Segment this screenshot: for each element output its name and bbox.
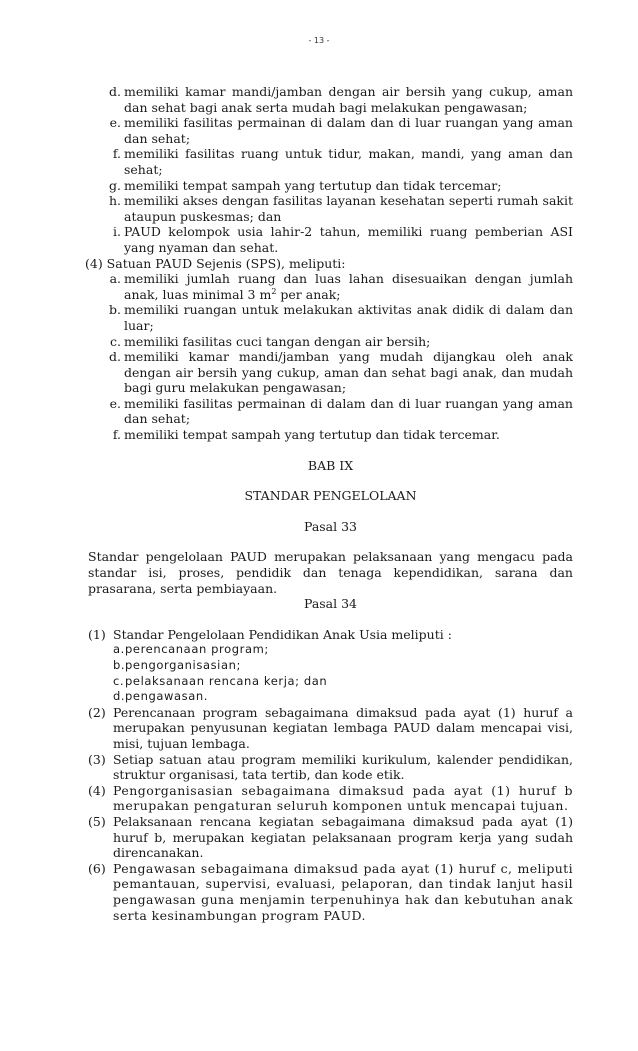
list-item: i. PAUD kelompok usia lahir-2 tahun, memiliki ruang pemberian ASI yang nyaman dan sehat. (113, 224, 573, 255)
article-34-list (88, 627, 573, 923)
article-34-heading: Pasal 34 (303, 596, 358, 612)
list-item: d. pengawasan. (113, 689, 209, 704)
sps-heading: (4) Satuan PAUD Sejenis (SPS), meliputi: (85, 255, 346, 271)
list-item: a. memiliki jumlah ruang dan luas lahan disesuaikan dengan jumlah anak, luas minimal 3 $m^2$ per anak; (109, 271, 573, 302)
list-item: (5) Pelaksanaan rencana kegiatan sebagaimana dimaksud pada ayat (1) huruf b, merupakan kegiatan pelaksanaan program kerja yang sudah direncanakan. (88, 813, 573, 861)
document-body (85, 84, 573, 923)
list-item: c. memiliki fasilitas cuci tangan dengan air bersih; (110, 333, 431, 349)
list-item: d. memiliki kamar mandi/jamban yang mudah dijangkau oleh anak dengan air bersih yang cukup, aman dan sehat bagi anak, dan mudah bagi guru melakukan pengawasan; (109, 349, 573, 396)
facility-list-continued (88, 84, 573, 256)
list-item: (2) Perencanaan program sebagaimana dimaksud pada ayat (1) huruf a merupakan penyusunan kegiatan lembaga PAUD dalam mencapai visi, misi, tujuan lembaga. (88, 704, 573, 751)
article-33-heading: Pasal 33 (303, 518, 358, 534)
list-item: (6) Pengawasan sebagaimana dimaksud pada ayat (1) huruf c, meliputi pemantauan, supervisi, evaluasi, pelaporan, dan tindak lanjut hasil pengawasan guna menjamin terpenuhinya hak dan kebutuhan anak serta kesinambungan program PAUD. (88, 860, 573, 923)
page-number: - 13 - (308, 36, 330, 45)
list-item: (3) Setiap satuan atau program memiliki kurikulum, kalender pendidikan, struktur organisasi, tata tertib, dan kode etik. (88, 751, 573, 783)
list-item: (4) Pengorganisasian sebagaimana dimaksud pada ayat (1) huruf b merupakan pengaturan seluruh komponen untuk mencapai tujuan. (88, 782, 573, 814)
list-item: c. pelaksanaan rencana kerja; dan (113, 673, 328, 688)
list-item: b. pengorganisasian; (113, 658, 241, 672)
list-item: f. memiliki tempat sampah yang tertutup dan tidak tercemar. (112, 427, 500, 443)
list-item: b. memiliki ruangan untuk melakukan aktivitas anak didik di dalam dan luar; (109, 302, 573, 333)
list-item: f. memiliki fasilitas ruang untuk tidur, makan, mandi, yang aman dan sehat; (112, 146, 573, 177)
list-item: d. memiliki kamar mandi/jamban dengan air bersih yang cukup, aman dan sehat bagi anak serta mudah bagi melakukan pengawasan; (109, 84, 573, 115)
article-33-text: Standar pengelolaan PAUD merupakan pelaksanaan yang mengacu pada standar isi, proses, pendidik dan tenaga kependidikan, sarana dan prasarana, serta pembiayaan. (88, 549, 573, 596)
list-item: h. memiliki akses dengan fasilitas layanan kesehatan seperti rumah sakit ataupun puskesmas; dan (108, 193, 573, 224)
chapter-title: STANDAR PENGELOLAAN (244, 488, 417, 504)
list-item: a. perencanaan program; (113, 642, 269, 657)
list-item: e. memiliki fasilitas permainan di dalam dan di luar ruangan yang aman dan sehat; (109, 395, 573, 427)
sps-list (88, 271, 573, 443)
chapter-number: BAB IX (307, 457, 354, 473)
list-item: g. memiliki tempat sampah yang tertutup dan tidak tercemar; (109, 177, 502, 193)
list-item: (1) Standar Pengelolaan Pendidikan Anak Usia meliputi : (88, 626, 452, 642)
list-item: e. memiliki fasilitas permainan di dalam dan di luar ruangan yang aman dan sehat; (109, 115, 573, 146)
